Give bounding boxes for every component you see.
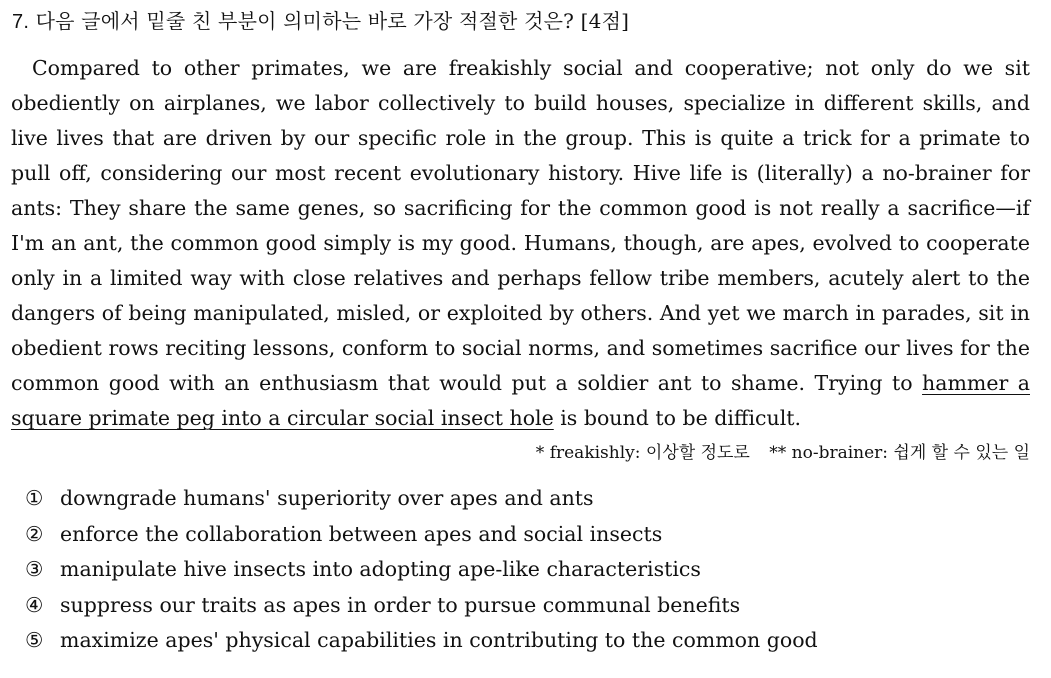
footnote-freakishly: * freakishly: 이상할 정도로 xyxy=(535,443,750,463)
question-header xyxy=(12,8,629,35)
question-number: 7. xyxy=(12,11,30,33)
choice-number: ② xyxy=(25,521,44,546)
footnotes xyxy=(536,440,1030,466)
answer-choice-4[interactable] xyxy=(25,588,818,624)
answer-choices xyxy=(25,481,818,659)
choice-number: ③ xyxy=(25,557,44,581)
passage-text-after: is bound to be difficult. xyxy=(553,406,802,430)
choice-text: suppress our traits as apes in order to pursue communal benefits xyxy=(60,592,741,617)
choice-text: downgrade humans' superiority over apes and ants xyxy=(60,486,594,510)
choice-text: maximize apes' physical capabilities in contributing to the common good xyxy=(60,628,818,652)
choice-number: ④ xyxy=(25,592,44,617)
answer-choice-2[interactable] xyxy=(25,517,818,553)
question-prompt: 다음 글에서 밑줄 친 부분이 의미하는 바로 가장 적절한 것은? xyxy=(35,9,575,33)
answer-choice-5[interactable] xyxy=(25,623,818,659)
reading-passage xyxy=(11,51,1030,436)
question-points: [4점] xyxy=(580,9,630,33)
choice-text: manipulate hive insects into adopting ape-like characteristics xyxy=(60,557,701,581)
underlined-phrase: hammer a square primate peg into a circular social insect hole xyxy=(11,371,1030,430)
choice-text: enforce the collaboration between apes and social insects xyxy=(60,521,663,546)
answer-choice-3[interactable] xyxy=(25,552,818,588)
passage-text-before: Compared to other primates, we are freakishly social and cooperative; not only do we sit obediently on airplanes, we labor collectively to build houses, specialize in different skills, and live lives that are driven by our specific role in the group. This is quite a trick for a primate to pull off, considering our most recent evolutionary history. Hive life is (literally) a no-brainer for ants: They share the same genes, so sacrificing for the common good is not really a sacrifice—if I'm an ant, the common good simply is my good. Humans, though, are apes, evolved to cooperate only in a limited way with close relatives and perhaps fellow tribe members, acutely alert to the dangers of being manipulated, misled, or exploited by others. And yet we march in parades, sit in obedient rows reciting lessons, conform to social norms, and sometimes sacrifice our lives for the common good with an enthusiasm that would put a soldier ant to shame. Trying to xyxy=(11,56,1030,395)
footnote-no-brainer: ** no-brainer: 쉽게 할 수 있는 일 xyxy=(769,443,1030,463)
answer-choice-1[interactable] xyxy=(25,481,818,517)
choice-number: ① xyxy=(25,486,44,510)
choice-number: ⑤ xyxy=(25,628,44,652)
